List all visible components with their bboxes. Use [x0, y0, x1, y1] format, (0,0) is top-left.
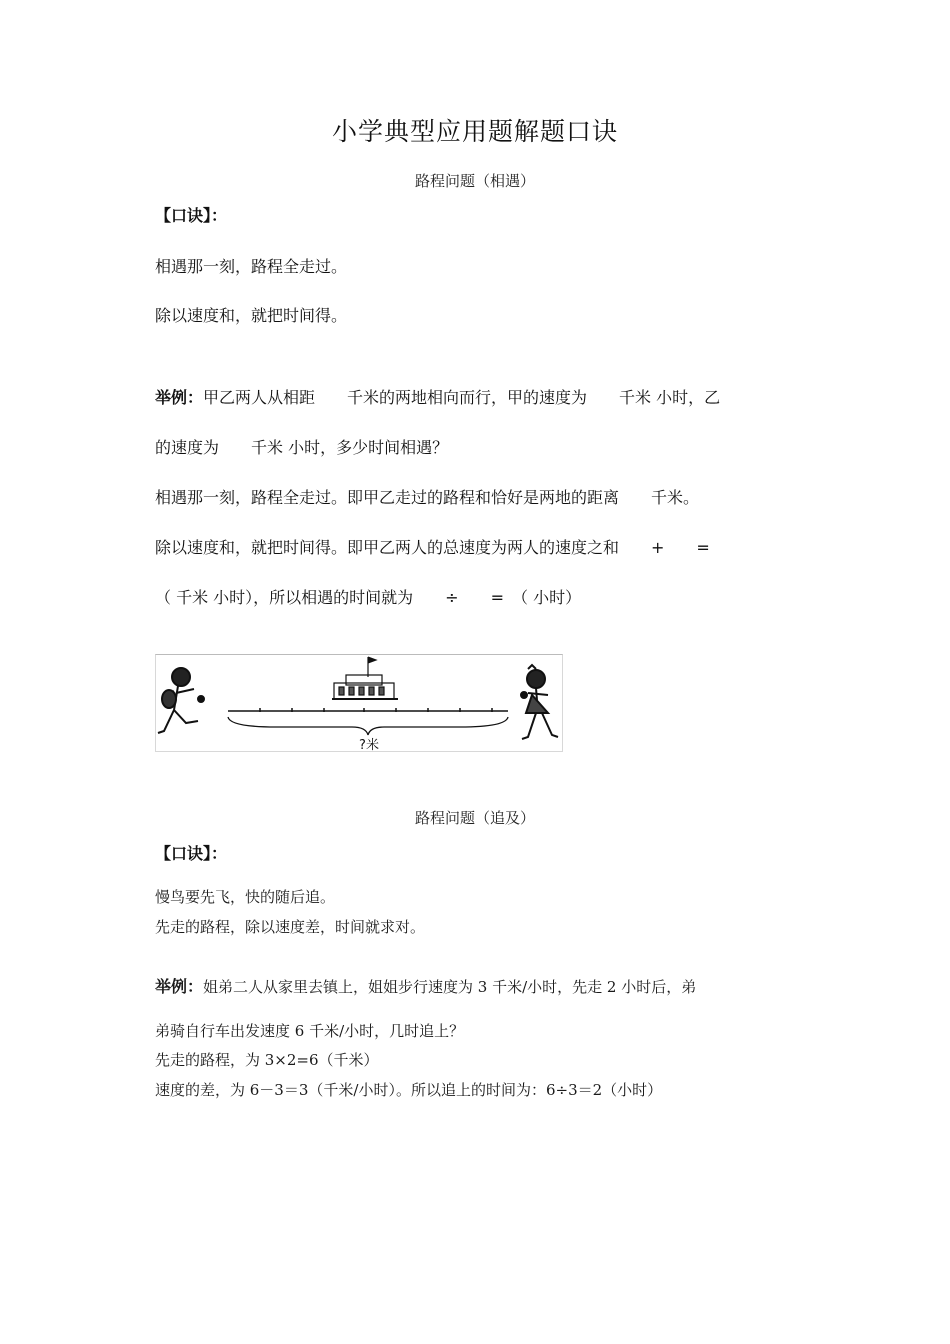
- solution-line: 相遇那一刻，路程全走过。即甲乙走过的路程和恰好是两地的距离 千米。: [155, 488, 700, 507]
- koujue-label: 【口诀】：: [155, 206, 228, 225]
- page-title: 小学典型应用题解题口诀: [331, 117, 618, 146]
- distance-line: [228, 708, 508, 712]
- solution-line: （ 千米 小时），所以相遇的时间就为 ÷ = （ 小时）: [155, 588, 582, 607]
- koujue-line: 先走的路程，除以速度差，时间就求对。: [155, 918, 426, 936]
- distance-label: ?米: [359, 738, 379, 751]
- section-heading-chase: 路程问题（追及）: [414, 809, 535, 827]
- distance-brace: [228, 717, 508, 735]
- example-text: 甲乙两人从相距 千米的两地相向而行，甲的速度为 千米 小时，乙: [203, 388, 721, 407]
- example-label: 举例：: [155, 388, 204, 407]
- solution-line: 除以速度和，就把时间得。即甲乙两人的总速度为两人的速度之和 + =: [155, 538, 710, 557]
- koujue-line: 慢鸟要先飞，快的随后追。: [155, 888, 336, 906]
- koujue-line: 相遇那一刻，路程全走过。: [155, 257, 348, 276]
- walking-girl-icon: [521, 665, 558, 739]
- example-line: [155, 385, 720, 408]
- solution-line: 速度的差，为 6－3＝3（千米/小时）。所以追上的时间为：6÷3＝2（小时）: [155, 1081, 663, 1099]
- example-text: 姐弟二人从家里去镇上，姐姐步行速度为 3 千米/小时，先走 2 小时后，弟: [203, 978, 697, 996]
- solution-line: 先走的路程，为 3×2=6（千米）: [155, 1051, 379, 1069]
- example-label: 举例：: [155, 977, 204, 996]
- building-icon: [332, 657, 398, 699]
- meeting-illustration-svg: [156, 655, 562, 751]
- section-heading-meeting: 路程问题（相遇）: [414, 172, 535, 190]
- example-line: [155, 974, 696, 997]
- meeting-illustration: [155, 654, 563, 752]
- example-line: 弟骑自行车出发速度 6 千米/小时，几时追上？: [155, 1022, 465, 1040]
- koujue-line: 除以速度和，就把时间得。: [155, 306, 348, 325]
- example-line: 的速度为 千米 小时，多少时间相遇？: [155, 438, 449, 457]
- koujue-label: 【口诀】：: [155, 844, 228, 863]
- running-boy-icon: [158, 668, 204, 733]
